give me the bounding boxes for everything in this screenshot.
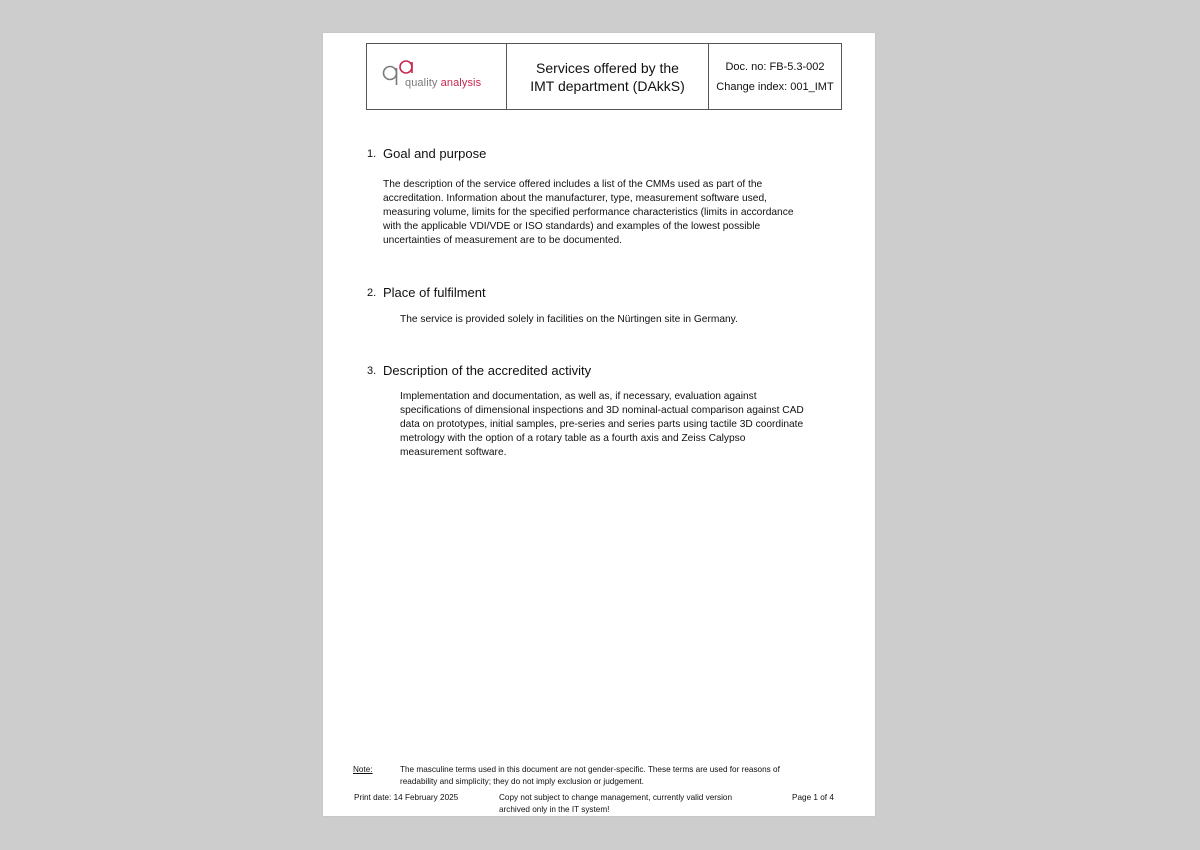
body-line: specifications of dimensional inspections and 3D nominal-actual comparison against CAD	[400, 405, 804, 416]
body-line: data on prototypes, initial samples, pre-series and series parts using tactile 3D coordinate	[400, 419, 804, 430]
section-body	[400, 390, 804, 460]
logo-wordmark	[405, 77, 481, 89]
section-heading	[367, 363, 591, 378]
document-page	[323, 33, 875, 816]
section-title: Place of fulfilment	[383, 285, 486, 300]
section-number: 2.	[367, 287, 377, 299]
note-label: Note:	[353, 765, 373, 774]
body-line: Implementation and documentation, as well as, if necessary, evaluation against	[400, 391, 757, 402]
body-line: The description of the service offered includes a list of the CMMs used as part of the	[383, 179, 763, 190]
body-line: metrology with the option of a rotary table as a fourth axis and Zeiss Calypso	[400, 433, 746, 444]
body-line: measuring volume, limits for the specified performance characteristics (limits in accordance	[383, 207, 794, 218]
body-line: with the applicable VDI/VDE or ISO standards) and examples of the lowest possible	[383, 221, 761, 232]
section-title: Description of the accredited activity	[383, 363, 592, 378]
copy-notice	[499, 792, 732, 816]
page-number: Page 1 of 4	[792, 793, 834, 802]
note-text	[400, 764, 780, 788]
logo-word-analysis: analysis	[440, 77, 482, 89]
body-line: accreditation. Information about the manufacturer, type, measurement software used,	[383, 193, 767, 204]
section-number: 1.	[367, 148, 377, 160]
body-line: measurement software.	[400, 447, 507, 458]
section-body	[383, 178, 794, 248]
note-line: The masculine terms used in this document are not gender-specific. These terms are used for reasons of	[400, 765, 780, 774]
document-header	[366, 43, 842, 110]
title-line-1: Services offered by the	[536, 59, 679, 76]
section-body	[400, 313, 738, 327]
section-title: Goal and purpose	[383, 146, 487, 161]
body-line: uncertainties of measurement are to be documented.	[383, 235, 622, 246]
note-line: readability and simplicity; they do not imply exclusion or judgement.	[400, 777, 644, 786]
company-logo	[367, 44, 507, 109]
copy-line: archived only in the IT system!	[499, 805, 610, 814]
document-info	[709, 44, 841, 109]
print-date: Print date: 14 February 2025	[354, 793, 459, 802]
section-heading	[367, 146, 486, 161]
section-number: 3.	[367, 365, 377, 377]
change-index: Change index: 001_IMT	[716, 80, 834, 93]
copy-line: Copy not subject to change management, currently valid version	[499, 793, 733, 802]
logo-word-quality: quality	[405, 77, 438, 89]
section-heading	[367, 285, 486, 300]
doc-number: Doc. no: FB-5.3-002	[725, 60, 825, 73]
document-title	[507, 44, 709, 109]
title-line-2: IMT department (DAkkS)	[530, 77, 685, 94]
body-line: The service is provided solely in facilities on the Nürtingen site in Germany.	[400, 314, 738, 325]
